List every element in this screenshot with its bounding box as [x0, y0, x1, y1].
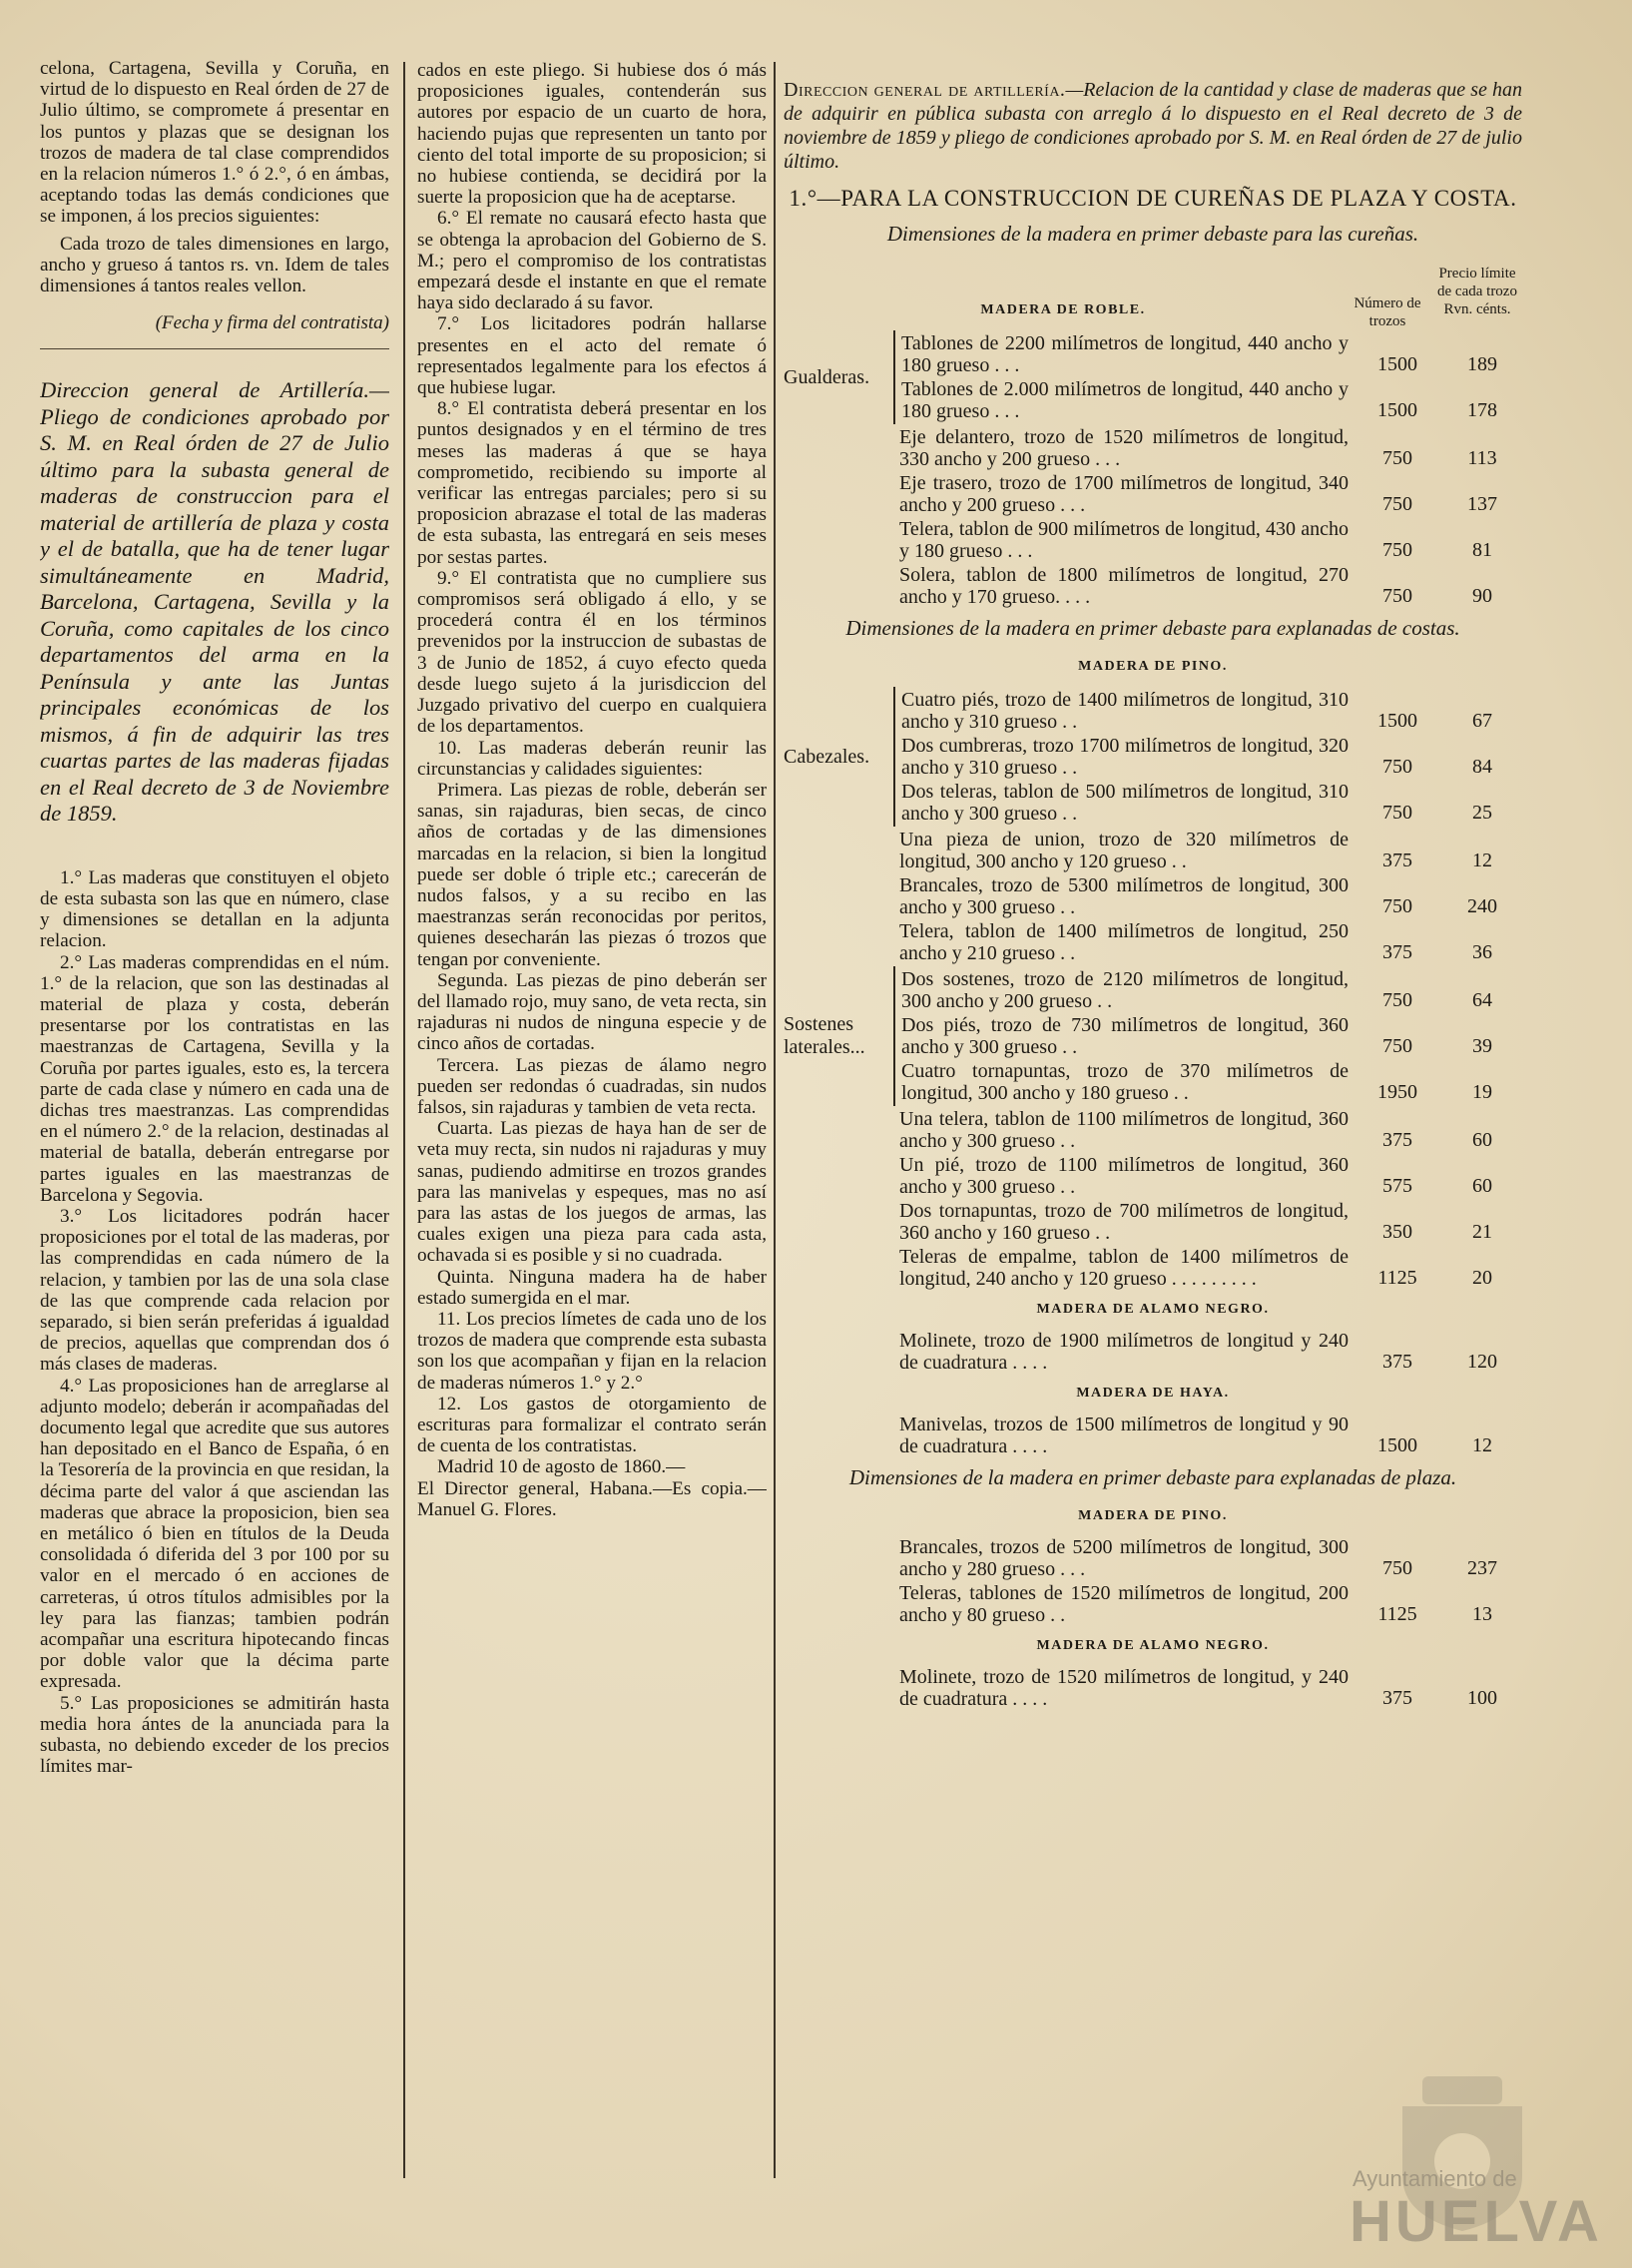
table-row [899, 472, 1522, 516]
relation-title [784, 78, 1522, 174]
condition-primera: Primera. Las piezas de roble, deberán ser sanas, sin rajaduras, bien secas, de cinco años de cortadas y de las dimensiones marcadas en la relacion, si bien la longitud puede ser doble ó triple etc.; carecerán de nudos falsos, y a su recibo en las maestranzas serán reconocidas por peritos, quienes desecharán las piezas ó trozos que tengan por conveniente. [417, 779, 767, 970]
column-divider [774, 62, 776, 2178]
row-price: 39 [1472, 1035, 1492, 1057]
row-desc: Tablones de 2.000 milímetros de longitud, 440 ancho y 180 grueso . . . [901, 378, 1349, 422]
table-row [899, 518, 1522, 562]
subhead-alamo: MADERA DE ALAMO NEGRO. [1036, 1302, 1270, 1317]
row-price: 81 [1472, 539, 1492, 561]
row-desc: Teleras de empalme, tablon de 1400 milímetros de longitud, 240 ancho y 120 grueso . . . . . . . . . [899, 1246, 1349, 1290]
row-number: 1500 [1377, 1434, 1417, 1456]
row-number: 750 [1382, 493, 1412, 515]
group-label: Gualderas. [784, 330, 895, 424]
table-row [901, 1014, 1522, 1058]
clause-10: 10. Las maderas deberán reunir las circunstancias y calidades siguientes: [417, 737, 767, 780]
row-price: 19 [1472, 1081, 1492, 1103]
subtitle-curenas: Dimensiones de la madera en primer debaste para las cureñas. [886, 222, 1419, 246]
clause-2: 2.° Las maderas comprendidas en el núm. 1.° de la relacion, que son las destinadas al material de plaza y costa, deberán presentarse por los contratistas en las maestranzas de Cartagena, Sevilla y la Coruña por partes iguales, esto es, la tercera parte de cada clase y número en cada una de dichas tres maestranzas. Las comprendidas en el número 2.° de la relacion, destinadas al material de batalla, deberán entregarse por partes iguales en las maestranzas de Barcelona y Segovia. [40, 951, 389, 1206]
column-middle [417, 60, 767, 2186]
relation-title-authority: Direccion general de artillería. [784, 79, 1066, 101]
table-row [901, 781, 1522, 825]
row-price: 67 [1472, 710, 1492, 732]
watermark-line1: Ayuntamiento de [1353, 2166, 1517, 2191]
clause-1: 1.° Las maderas que constituyen el objeto de esta subasta son las que en número, clase y dimensiones se detallan en la adjunta relacion. [40, 866, 389, 952]
table-row [901, 332, 1522, 376]
section-heading: Direccion general de Artillería.—Pliego de condiciones aprobado por S. M. en Real órden de 27 de Julio último para la subasta general de maderas de construccion para el material de artillería de plaza y costa y el de batalla, que ha de tener lugar simultáneamente en Madrid, Barcelona, Cartagena, Sevilla y la Coruña, como capitales de los cinco departamentos del arma en la Península y ante las Juntas principales económicas de los mismos, á fin de adquirir las tres cuartas partes de las maderas fijadas en el Real decreto de 3 de Noviembre de 1859. [40, 348, 389, 828]
row-price: 36 [1472, 941, 1492, 963]
table-header [1343, 265, 1522, 330]
row-desc: Dos sostenes, trozo de 2120 milímetros de longitud, 300 ancho y 200 grueso . . [901, 968, 1349, 1012]
row-number: 1500 [1377, 353, 1417, 375]
row-number: 350 [1382, 1221, 1412, 1243]
row-desc: Brancales, trozo de 5300 milímetros de longitud, 300 ancho y 300 grueso . . [899, 874, 1349, 918]
row-number: 750 [1382, 1035, 1412, 1057]
row-number: 750 [1382, 447, 1412, 469]
row-number: 750 [1382, 895, 1412, 917]
table-row [899, 1108, 1522, 1152]
table-row [901, 1060, 1522, 1104]
table-row [899, 920, 1522, 964]
row-desc: Una telera, tablon de 1100 milímetros de longitud, 360 ancho y 300 grueso . . [899, 1108, 1349, 1152]
row-desc: Molinete, trozo de 1520 milímetros de longitud, y 240 de cuadratura . . . . [899, 1666, 1349, 1710]
row-desc: Dos cumbreras, trozo 1700 milímetros de longitud, 320 ancho y 310 grueso . . [901, 735, 1349, 779]
row-price: 113 [1467, 447, 1497, 469]
condition-segunda: Segunda. Las piezas de pino deberán ser del llamado rojo, muy sano, de veta recta, sin rajaduras ni nudos de ninguna especie y de cinco años de cortadas. [417, 969, 767, 1055]
table-row [899, 426, 1522, 470]
row-desc: Cuatro tornapuntas, trozo de 370 milímetros de longitud, 300 ancho y 180 grueso . . [901, 1060, 1349, 1104]
row-desc: Telera, tablon de 900 milímetros de longitud, 430 ancho y 180 grueso . . . [899, 518, 1349, 562]
row-price: 100 [1467, 1687, 1497, 1709]
subhead-haya: MADERA DE HAYA. [1076, 1386, 1230, 1401]
row-desc: Eje delantero, trozo de 1520 milímetros de longitud, 330 ancho y 200 grueso . . . [899, 426, 1349, 470]
condition-quinta: Quinta. Ninguna madera ha de haber estado sumergida en el mar. [417, 1266, 767, 1309]
row-desc: Eje trasero, trozo de 1700 milímetros de longitud, 340 ancho y 200 grueso . . . [899, 472, 1349, 516]
row-desc: Tablones de 2200 milímetros de longitud, 440 ancho y 180 grueso . . . [901, 332, 1349, 376]
row-desc: Brancales, trozos de 5200 milímetros de longitud, 300 ancho y 280 grueso . . . [899, 1536, 1349, 1580]
table-row [901, 735, 1522, 779]
group-label: Cabezales. [784, 687, 895, 827]
row-price: 21 [1472, 1221, 1492, 1243]
row-desc: Dos piés, trozo de 730 milímetros de longitud, 360 ancho y 300 grueso . . [901, 1014, 1349, 1058]
table-row [899, 874, 1522, 918]
relation-title-text: —Relacion de la cantidad y clase de maderas que se han de adquirir en pública subasta con arreglo á lo dispuesto en el Real decreto de 3 de noviembre de 1859 y pliego de condiciones aprobado por S. M. en Real órden de 27 de julio último. [784, 79, 1522, 173]
column-right [784, 78, 1522, 2184]
subhead-alamo-plaza: MADERA DE ALAMO NEGRO. [1036, 1638, 1270, 1653]
row-number: 575 [1382, 1175, 1412, 1197]
table-row [899, 1666, 1522, 1710]
group-cabezales [784, 687, 1522, 827]
row-number: 1950 [1377, 1081, 1417, 1103]
section-title-plaza-costa: 1.°—PARA LA CONSTRUCCION DE CUREÑAS DE PLAZA Y COSTA. [789, 186, 1517, 211]
row-price: 84 [1472, 756, 1492, 778]
row-number: 750 [1382, 989, 1412, 1011]
row-desc: Una pieza de union, trozo de 320 milímetros de longitud, 300 ancho y 120 grueso . . [899, 829, 1349, 872]
clause-5: 5.° Las proposiciones se admitirán hasta media hora ántes de la anunciada para la subasta, no debiendo exceder de los precios límites mar- [40, 1692, 389, 1778]
row-number: 1500 [1377, 399, 1417, 421]
group-gualderas [784, 330, 1522, 424]
date-line: Madrid 10 de agosto de 1860.— [437, 1456, 686, 1478]
row-price: 189 [1467, 353, 1497, 375]
row-price: 178 [1467, 399, 1497, 421]
row-number: 375 [1382, 1129, 1412, 1151]
row-number: 750 [1382, 756, 1412, 778]
row-desc: Teleras, tablones de 1520 milímetros de longitud, 200 ancho y 80 grueso . . [899, 1582, 1349, 1626]
condition-cuarta: Cuarta. Las piezas de haya han de ser de veta muy recta, sin nudos ni rajaduras y muy sanas, pudiendo admitirse en trozos grandes para las manivelas y espeques, mas no así para las astas de los juegos de armas, las cuales exigen una pieza para cada asta, ochavada si es posible y si no cuadrada. [417, 1118, 767, 1267]
row-number: 375 [1382, 1687, 1412, 1709]
subhead-roble: MADERA DE ROBLE. [980, 302, 1146, 317]
row-desc: Manivelas, trozos de 1500 milímetros de longitud y 90 de cuadratura . . . . [899, 1414, 1349, 1457]
price-paragraph: Cada trozo de tales dimensiones en largo, ancho y grueso á tantos rs. vn. Idem de tales dimensiones á tantos reales vellon. [40, 233, 389, 297]
intro-paragraph: celona, Cartagena, Sevilla y Coruña, en virtud de lo dispuesto en Real órden de 27 de Julio último, se compromete á presentar en los puntos y plazas que se designan los trozos de madera de tal clase comprendidos en la relacion números 1.° ó 2.°, ó en ámbas, aceptando todas las demás condiciones que se imponen, á los precios siguientes: [40, 58, 389, 228]
clause-9: 9.° El contratista que no cumpliere sus compromisos será obligado á ello, y se procederá contra él en los términos prevenidos por la instruccion de subastas de 3 de Junio de 1852, á cuyo efecto queda desde luego sujeto á la jurisdiccion del Juzgado privativo del cuerpo en cualquiera de los departamentos. [417, 567, 767, 738]
row-number: 375 [1382, 850, 1412, 871]
subtitle-costas: Dimensiones de la madera en primer debaste para explanadas de costas. [845, 616, 1460, 640]
clause-3: 3.° Los licitadores podrán hacer proposiciones por el total de las maderas, por las comprendidas en cada número de la relacion, y tambien por las de una sola clase de las que comprende cada relacion por separado, si bien serán preferidas á igualdad de precios, aquellas que comprendan dos ó más clases de maderas. [40, 1205, 389, 1376]
row-price: 12 [1472, 1434, 1492, 1456]
row-desc: Solera, tablon de 1800 milímetros de longitud, 270 ancho y 170 grueso. . . . [899, 564, 1349, 608]
watermark-line2: HUELVA [1350, 2189, 1603, 2254]
header-number: Número de trozos [1354, 295, 1421, 329]
row-desc: Molinete, trozo de 1900 milímetros de longitud y 240 de cuadratura . . . . [899, 1330, 1349, 1374]
group-label: Sostenes laterales... [784, 966, 895, 1106]
table-row [899, 1246, 1522, 1290]
row-price: 64 [1472, 989, 1492, 1011]
clause-6: 6.° El remate no causará efecto hasta que se obtenga la aprobacion del Gobierno de S. M.; pero el compromiso de los contratistas empezará desde el instante en que el remate haya sido declarado á su favor. [417, 208, 767, 314]
row-number: 1500 [1377, 710, 1417, 732]
row-price: 20 [1472, 1267, 1492, 1289]
table-row [901, 968, 1522, 1012]
table-row [899, 829, 1522, 872]
table-row [901, 689, 1522, 733]
row-number: 375 [1382, 1351, 1412, 1373]
row-price: 12 [1472, 850, 1492, 871]
signature-placeholder: (Fecha y firma del contratista) [155, 312, 389, 334]
clause-7: 7.° Los licitadores podrán hallarse presentes en el acto del remate ó representados legalmente para los efectos á que hubiese lugar. [417, 313, 767, 399]
column-divider [403, 62, 405, 2178]
table-row [899, 1414, 1522, 1457]
clause-4: 4.° Las proposiciones han de arreglarse al adjunto modelo; deberán ir acompañadas del documento legal que acredite que sus autores han depositado en el Banco de España, ó en la Tesorería de la provincia en que residan, la décima parte del valor á que asciendan las maderas que abrace la proposicion, bien sea en metálico ó bien en títulos de la Deuda consolidada ó diferida del 3 por 100 por su valor en el mercado ó en acciones de carreteras, ú otros títulos admisibles por la ley para las fianzas; tambien podrán acompañar una escritura hipotecando fincas por doble valor que la décima parte expresada. [40, 1375, 389, 1693]
row-desc: Dos tornapuntas, trozo de 700 milímetros de longitud, 360 ancho y 160 grueso . . [899, 1200, 1349, 1244]
row-price: 13 [1472, 1603, 1492, 1625]
row-number: 375 [1382, 941, 1412, 963]
table-row [899, 1330, 1522, 1374]
condition-tercera: Tercera. Las piezas de álamo negro pueden ser redondas ó cuadradas, sin nudos falsos, sin rajaduras y tambien de veta recta. [417, 1054, 767, 1118]
clause-11: 11. Los precios límetes de cada uno de los trozos de madera que comprende esta subasta son los que acompañan y fijan en la relacion de maderas números 1.° y 2.° [417, 1308, 767, 1394]
row-desc: Cuatro piés, trozo de 1400 milímetros de longitud, 310 ancho y 310 grueso . . [901, 689, 1349, 733]
table-row [899, 1200, 1522, 1244]
row-price: 120 [1467, 1351, 1497, 1373]
row-price: 25 [1472, 802, 1492, 824]
table-row [899, 1154, 1522, 1198]
subtitle-plaza: Dimensiones de la madera en primer debaste para explanadas de plaza. [848, 1465, 1457, 1489]
row-number: 750 [1382, 802, 1412, 824]
row-price: 240 [1467, 895, 1497, 917]
row-number: 1125 [1377, 1603, 1417, 1625]
subhead-pino-plaza: MADERA DE PINO. [1078, 1508, 1228, 1523]
group-sostenes [784, 966, 1522, 1106]
table-row [901, 378, 1522, 422]
row-number: 750 [1382, 1557, 1412, 1579]
header-price: Precio límite de cada trozo Rvn. cénts. [1437, 266, 1517, 317]
signature-line: El Director general, Habana.—Es copia.—Manuel G. Flores. [417, 1477, 767, 1520]
clause-5-continued: cados en este pliego. Si hubiese dos ó más proposiciones iguales, contenderán sus autores por espacio de un cuarto de hora, haciendo pujas que representen un tanto por ciento del total importe de su proposicion; si no hubiese contienda, se decidirá por la suerte la proposicion que ha de aceptarse. [417, 60, 767, 209]
row-price: 137 [1467, 493, 1497, 515]
table-row [899, 564, 1522, 608]
row-price: 60 [1472, 1129, 1492, 1151]
subhead-pino: MADERA DE PINO. [1078, 659, 1228, 674]
table-row [899, 1536, 1522, 1580]
row-desc: Un pié, trozo de 1100 milímetros de longitud, 360 ancho y 300 grueso . . [899, 1154, 1349, 1198]
table-row [899, 1582, 1522, 1626]
row-price: 60 [1472, 1175, 1492, 1197]
row-number: 750 [1382, 539, 1412, 561]
row-number: 750 [1382, 585, 1412, 607]
row-desc: Dos teleras, tablon de 500 milímetros de longitud, 310 ancho y 300 grueso . . [901, 781, 1349, 825]
clause-12: 12. Los gastos de otorgamiento de escrituras para formalizar el contrato serán de cuenta de los contratistas. [417, 1393, 767, 1457]
row-desc: Telera, tablon de 1400 milímetros de longitud, 250 ancho y 210 grueso . . [899, 920, 1349, 964]
row-price: 237 [1467, 1557, 1497, 1579]
clause-8: 8.° El contratista deberá presentar en los puntos designados y en el término de tres meses las maderas á que se haya comprometido, recibiendo su importe al verificar las entregas parciales; pero si su proposicion abrazase el total de las maderas de esta subasta, las entregará en seis meses por sestas partes. [417, 398, 767, 568]
row-number: 1125 [1377, 1267, 1417, 1289]
row-price: 90 [1472, 585, 1492, 607]
column-left [40, 58, 389, 2234]
